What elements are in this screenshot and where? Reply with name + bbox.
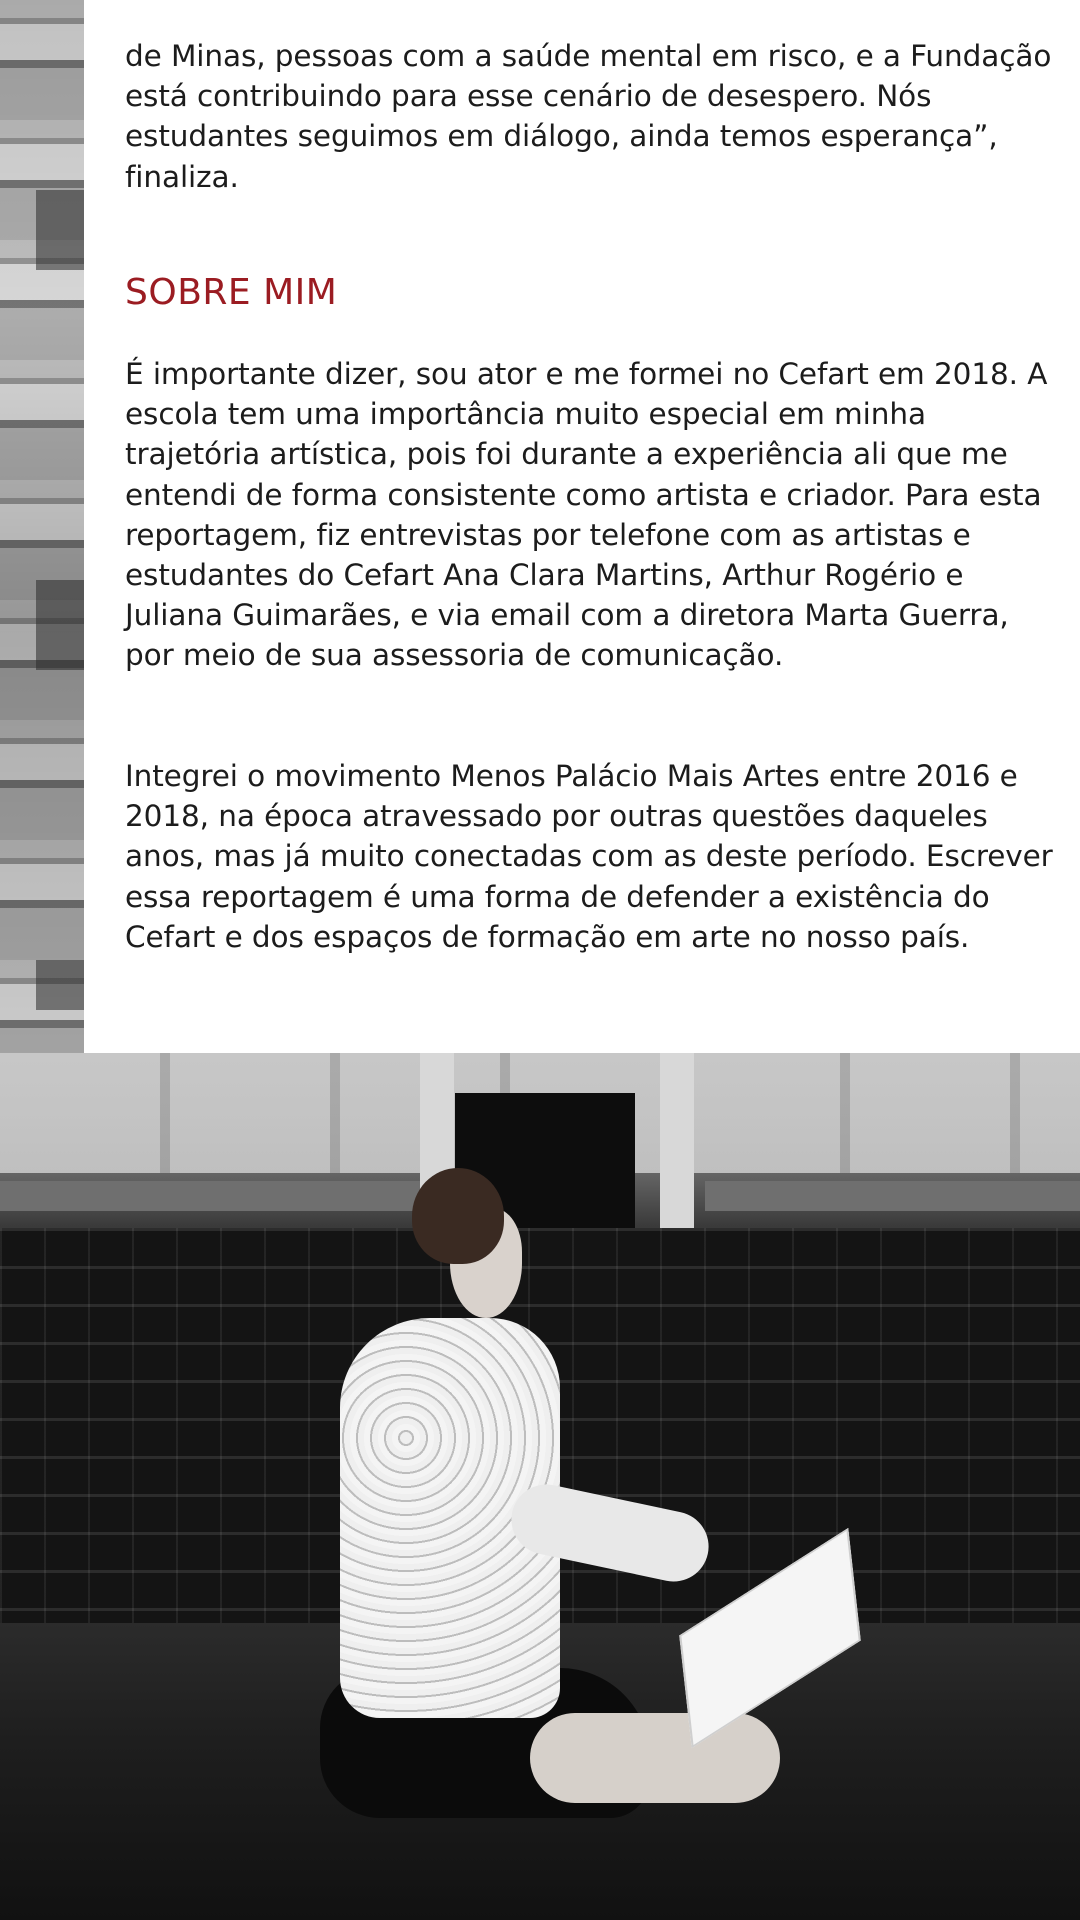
section-heading: SOBRE MIM bbox=[125, 272, 338, 313]
article-paragraph: É importante dizer, sou ator e me formei no Cefart em 2018. A escola tem uma importância muito especial em minha trajetória artística, pois foi durante a experiência ali que me entendi de forma consistente como artista e criador. Para esta reportagem, fiz entrevistas por telefone com as artistas e estudantes do Cefart Ana Clara Martins, Arthur Rogério e Juliana Guimarães, e via email com a diretora Marta Guerra, por meio de sua assessoria de comunicação. bbox=[125, 357, 1048, 673]
seated-reader-figure bbox=[300, 1168, 780, 1868]
balcony-detail bbox=[36, 580, 84, 670]
balcony-detail bbox=[36, 960, 84, 1010]
balcony-detail bbox=[36, 190, 84, 270]
hair-bun bbox=[412, 1168, 504, 1264]
article-card bbox=[84, 0, 1080, 1053]
article-paragraph: Integrei o movimento Menos Palácio Mais Artes entre 2016 e 2018, na época atravessado por outras questões daqueles anos, mas já muito conectadas com as deste período. Escrever essa reportagem é uma forma de defender a existência do Cefart e dos espaços de formação em arte no nosso país. bbox=[125, 759, 1053, 954]
article-paragraph: de Minas, pessoas com a saúde mental em risco, e a Fundação está contribuindo para esse cenário de desespero. Nós estudantes seguimos em diálogo, ainda temos esperança”, finaliza. bbox=[125, 39, 1052, 194]
theatre-balcony-photo-strip bbox=[0, 0, 84, 1053]
auditorium-photo bbox=[0, 1053, 1080, 1920]
crossed-legs bbox=[530, 1713, 780, 1803]
